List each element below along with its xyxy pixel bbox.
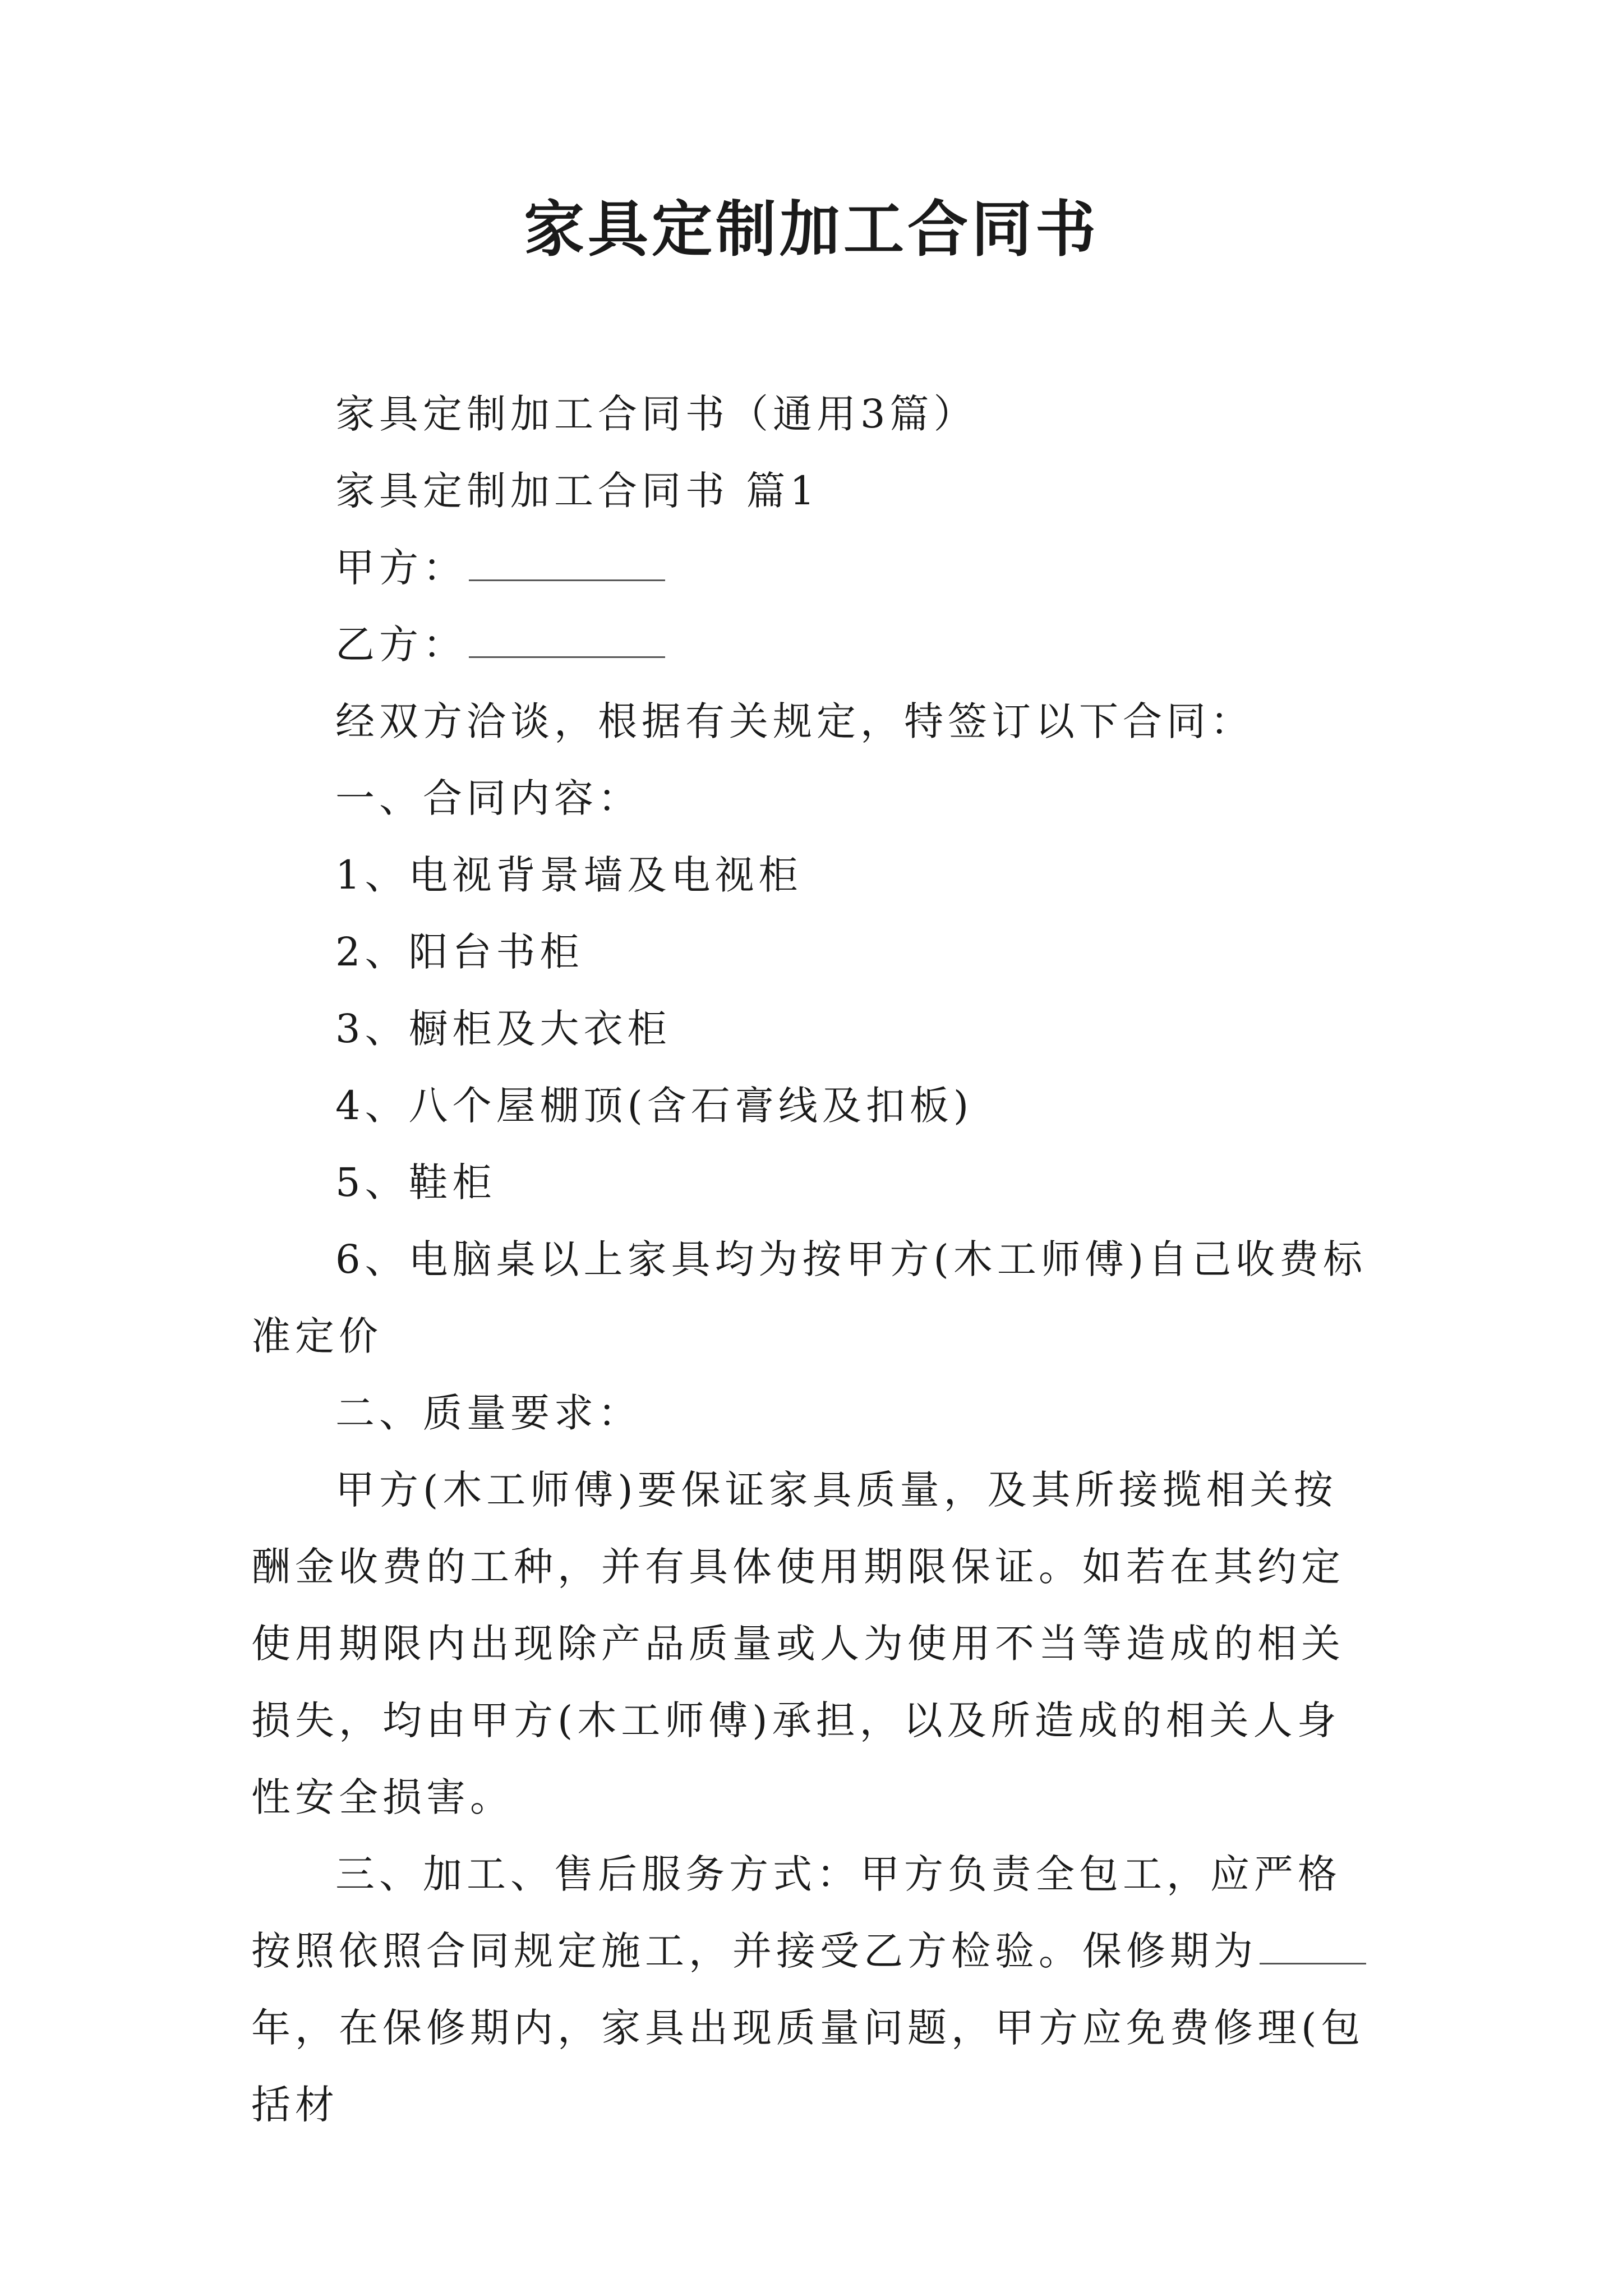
- party-b-blank: [469, 623, 665, 658]
- warranty-years-blank: [1260, 1929, 1366, 1964]
- section2-heading: 二、质量要求：: [335, 1390, 642, 1436]
- document-body: [251, 376, 1378, 2143]
- section1-heading: 一、合同内容：: [335, 775, 642, 821]
- section3-text-before: 三、加工、售后服务方式：甲方负责全包工，应严格按照依照合同规定施工，并接受乙方检验。保修期为: [251, 1851, 1341, 1974]
- subtitle-line: 家具定制加工合同书（通用3篇）: [335, 391, 978, 437]
- list-item-5: 5、鞋柜: [335, 1159, 496, 1205]
- party-a-blank: [469, 546, 665, 581]
- party-a-line: [251, 530, 1378, 606]
- intro-line: 经双方洽谈，根据有关规定，特签订以下合同：: [335, 698, 1254, 744]
- party-a-label: 甲方：: [335, 545, 467, 591]
- part-heading: 家具定制加工合同书 篇1: [335, 468, 819, 514]
- list-item-6: 6、电脑桌以上家具均为按甲方(木工师傅)自己收费标准定价: [251, 1236, 1367, 1359]
- list-item-1: 1、电视背景墙及电视柜: [335, 852, 803, 898]
- list-item-3: 3、橱柜及大衣柜: [335, 1006, 671, 1052]
- party-b-line: [251, 606, 1378, 683]
- section3-text-after: 年，在保修期内，家具出现质量问题，甲方应免费修理(包括材: [251, 2005, 1365, 2128]
- section2-paragraph: 甲方(木工师傅)要保证家具质量，及其所接揽相关按酬金收费的工种，并有具体使用期限保证。如若在其约定使用期限内出现除产品质量或人为使用不当等造成的相关损失，均由甲方(木工师傅)承担，以及所造成的相关人身性安全损害。: [251, 1467, 1345, 1820]
- list-item-2: 2、阳台书柜: [335, 929, 584, 975]
- document-title: 家具定制加工合同书: [523, 194, 1099, 265]
- section3-paragraph: [251, 1836, 1378, 2143]
- party-b-label: 乙方：: [335, 622, 467, 668]
- list-item-4: 4、八个屋棚顶(含石膏线及扣板): [335, 1083, 974, 1129]
